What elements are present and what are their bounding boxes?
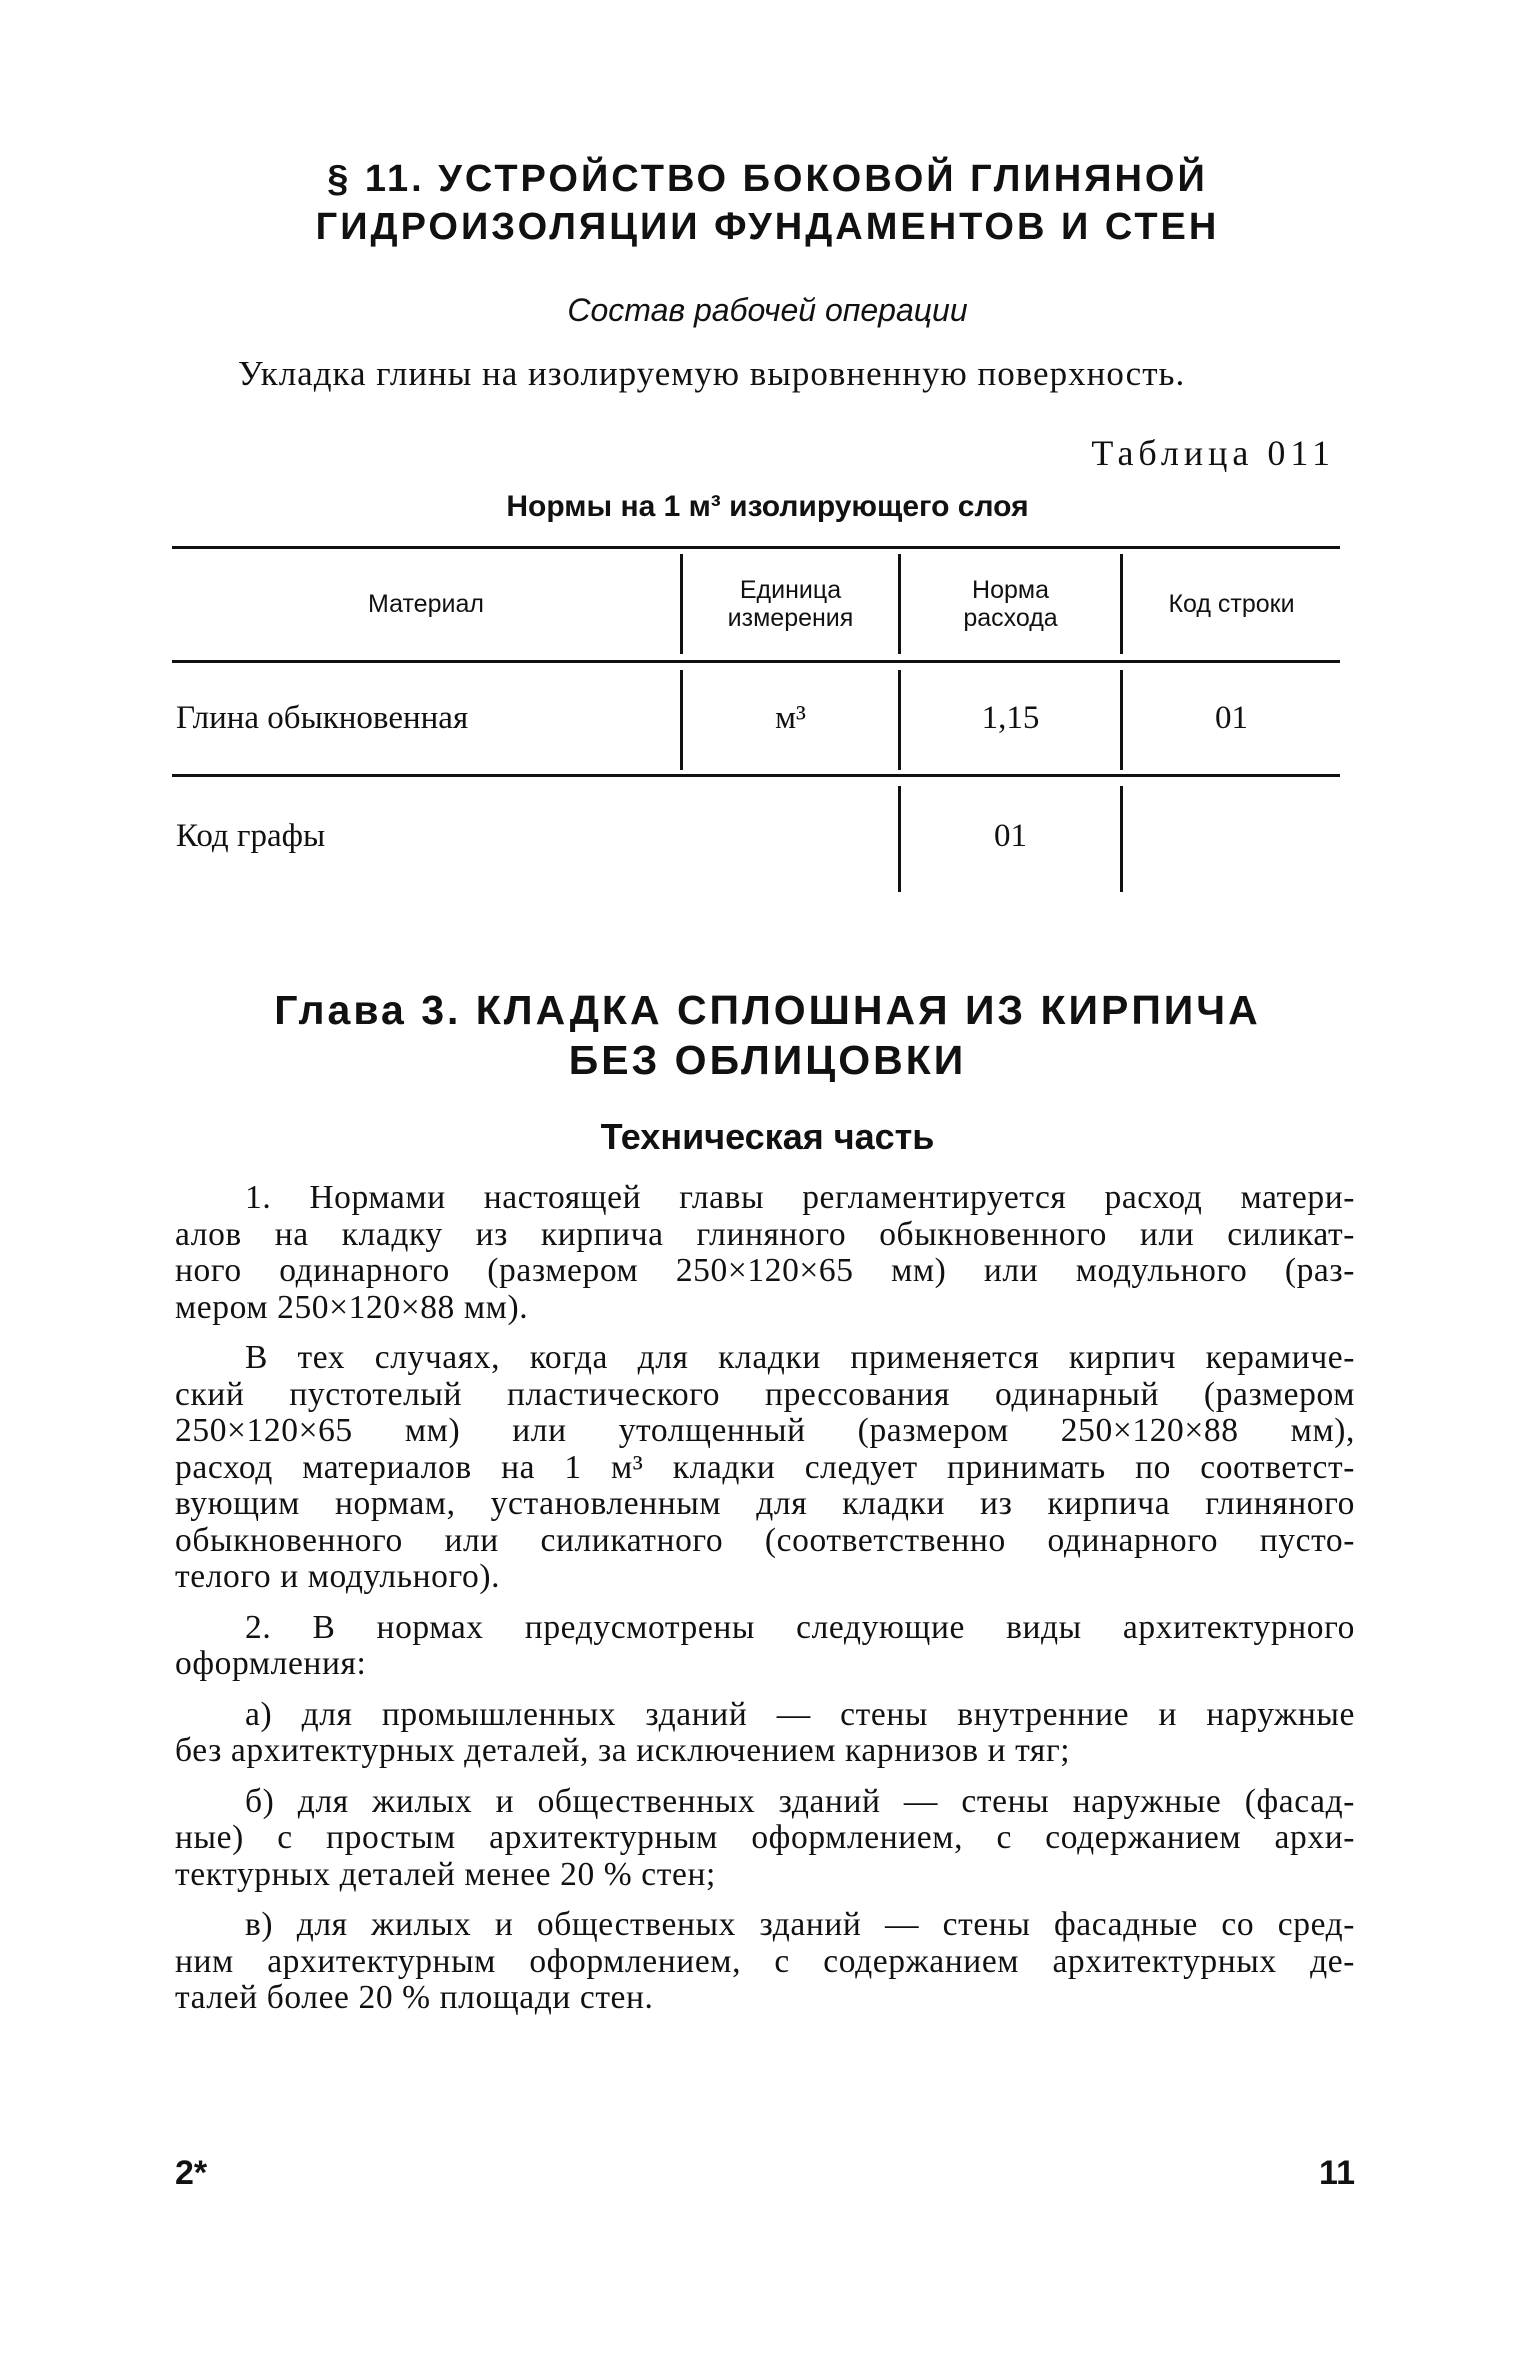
- section-title: [160, 155, 1375, 251]
- header-unit-line1: Единица: [739, 576, 842, 604]
- paragraph-line: б) для жилых и общественных зданий — стены наружные (фасад-: [245, 1782, 1355, 1820]
- paragraph-line: оформления:: [175, 1645, 367, 1682]
- row-material: [176, 664, 676, 772]
- table-body-rule: [172, 774, 1340, 777]
- column-code-label: [176, 782, 876, 890]
- technical-part-heading: Техническая часть: [600, 1116, 935, 1157]
- table-caption: Нормы на 1 м³ изолирующего слоя: [506, 490, 1029, 523]
- row-material-value: Глина обыкновенная: [176, 699, 469, 736]
- row-norm-value: 1,15: [981, 699, 1040, 736]
- row-unit: [683, 664, 898, 772]
- norms-table: [172, 546, 1340, 896]
- column-code-label-text: Код графы: [176, 817, 326, 854]
- paragraph-line: тектурных деталей менее 20 % стен;: [175, 1855, 716, 1893]
- row-unit-value: м³: [775, 699, 806, 736]
- paragraph-4: [175, 1697, 1355, 1770]
- paragraph-2: [175, 1340, 1355, 1596]
- section-title-line2: ГИДРОИЗОЛЯЦИИ ФУНДАМЕНТОВ И СТЕН: [315, 206, 1220, 248]
- paragraph-line: обыкновенного или силикатного (соответственно одинарного пусто-: [175, 1521, 1355, 1559]
- row-code-value: 01: [1215, 699, 1248, 736]
- header-unit-line2: измерения: [727, 604, 854, 632]
- header-norm-line1: Норма: [972, 576, 1049, 604]
- row-code: [1123, 664, 1340, 772]
- chapter-title: [160, 985, 1375, 1085]
- chapter-title-line2: БЕЗ ОБЛИЦОВКИ: [568, 1037, 967, 1083]
- body-text: [175, 1180, 1355, 2017]
- column-code-value-text: 01: [994, 817, 1027, 854]
- header-unit: [683, 550, 898, 658]
- header-row-code: [1123, 550, 1340, 658]
- paragraph-line: вующим нормам, установленным для кладки из кирпича глиняного: [175, 1485, 1355, 1522]
- paragraph-line: талей более 20 % площади стен.: [175, 1979, 654, 2016]
- paragraph-line: без архитектурных деталей, за исключением карнизов и тяг;: [175, 1732, 1071, 1769]
- paragraph-1: [175, 1180, 1355, 1326]
- paragraph-5: [175, 1784, 1355, 1894]
- paragraph-6: [175, 1907, 1355, 2017]
- paragraph-3: [175, 1610, 1355, 1683]
- operation-heading: Состав рабочей операции: [567, 292, 968, 328]
- paragraph-line: В тех случаях, когда для кладки применяется кирпич керамиче-: [245, 1339, 1355, 1376]
- paragraph-line: расход материалов на 1 м³ кладки следует принимать по соответст-: [175, 1448, 1355, 1486]
- header-material-label: Материал: [368, 590, 484, 618]
- paragraph-line: ский пустотелый пластического прессования одинарный (размером: [175, 1375, 1355, 1413]
- section-title-line1: § 11. УСТРОЙСТВО БОКОВОЙ ГЛИНЯНОЙ: [327, 158, 1208, 200]
- table-col-divider-3-footer: [1120, 786, 1123, 892]
- chapter-title-line1: Глава 3. КЛАДКА СПЛОШНАЯ ИЗ КИРПИЧА: [274, 987, 1261, 1033]
- header-norm-line2: расхода: [963, 604, 1058, 632]
- paragraph-line: ного одинарного (размером 250×120×65 мм) или модульного (раз-: [175, 1252, 1355, 1289]
- paragraph-line: алов на кладку из кирпича глиняного обыкновенного или силикат-: [175, 1215, 1355, 1253]
- header-row-code-label: Код строки: [1168, 590, 1295, 618]
- paragraph-line: 1. Нормами настоящей главы регламентируется расход матери-: [245, 1179, 1355, 1216]
- table-header-rule: [172, 660, 1340, 663]
- page-number: 11: [1319, 2154, 1355, 2192]
- paragraph-line: ные) с простым архитектурным оформлением, с содержанием архи-: [175, 1819, 1355, 1856]
- table-top-rule: [172, 546, 1340, 549]
- column-code-value: [901, 782, 1120, 890]
- paragraph-line: 2. В нормах предусмотрены следующие виды архитектурного: [245, 1608, 1355, 1646]
- paragraph-line: 250×120×65 мм) или утолщенный (размером 250×120×88 мм),: [175, 1412, 1355, 1449]
- paragraph-line: в) для жилых и общественых зданий — стены фасадные со сред-: [245, 1906, 1355, 1943]
- paragraph-line: а) для промышленных зданий — стены внутренние и наружные: [245, 1695, 1355, 1733]
- paragraph-line: мером 250×120×88 мм).: [175, 1288, 529, 1326]
- paragraph-line: телого и модульного).: [175, 1558, 501, 1595]
- table-label: Таблица 011: [1091, 433, 1335, 473]
- signature-mark: 2*: [175, 2154, 208, 2192]
- row-norm: [901, 664, 1120, 772]
- paragraph-line: ним архитектурным оформлением, с содержанием архитектурных де-: [175, 1942, 1355, 1980]
- header-norm: [901, 550, 1120, 658]
- header-material: [172, 550, 680, 658]
- operation-text: Укладка глины на изолируемую выровненную поверхность.: [238, 354, 1186, 393]
